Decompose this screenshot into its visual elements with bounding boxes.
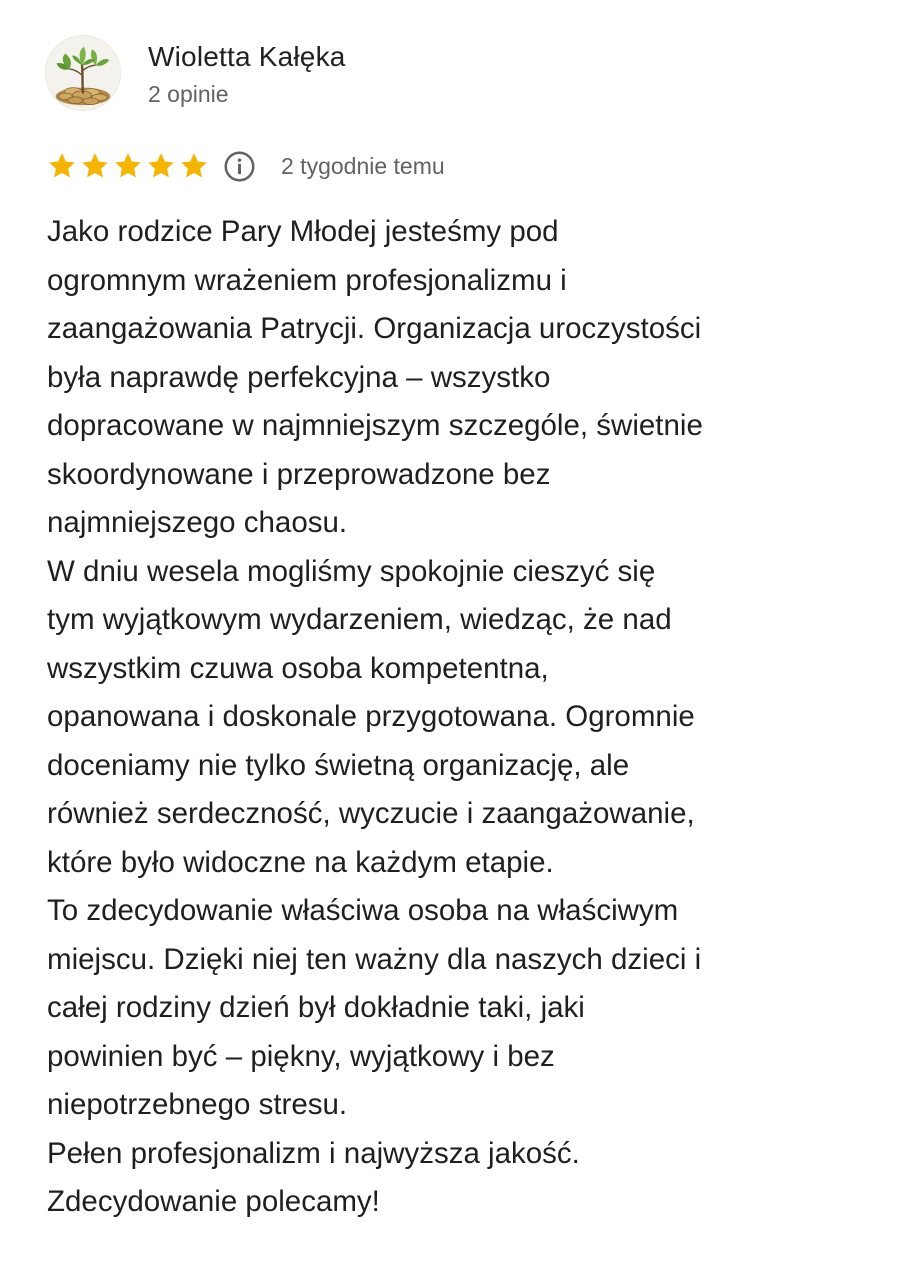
review-text-line: dopracowane w najmniejszym szczególe, świetnie [47, 409, 703, 442]
review-text-line: powinien być – piękny, wyjątkowy i bez [47, 1039, 555, 1073]
review-text-line: również serdeczność, wyczucie i zaangażowanie, [47, 797, 695, 830]
star-icon [179, 151, 209, 181]
oak-sapling-avatar-icon [46, 36, 120, 110]
review-text-line: niepotrzebnego stresu. [47, 1088, 348, 1121]
rating-row [47, 146, 445, 186]
review-text-line: doceniamy nie tylko świetną organizację, ale [47, 748, 630, 782]
star-icon [80, 151, 110, 181]
review-text-line: była naprawdę perfekcyjna – wszystko [47, 360, 551, 394]
review-text-line: To zdecydowanie właściwa osoba na właściwym [47, 894, 679, 927]
star-rating [47, 151, 209, 181]
info-icon[interactable] [223, 150, 256, 183]
review-text-line: Pełen profesjonalizm i najwyższa jakość. [47, 1136, 580, 1170]
review-text-line: które było widoczne na każdym etapie. [47, 845, 554, 879]
review-text-line: W dniu wesela mogliśmy spokojnie cieszyć się [47, 554, 656, 588]
star-icon [47, 151, 77, 181]
author-review-count: 2 opinie [148, 81, 229, 107]
review-text-line: skoordynowane i przeprowadzone bez [47, 457, 551, 491]
review-text-line: całej rodziny dzień był dokładnie taki, jaki [47, 991, 585, 1024]
review-text-line: Jako rodzice Pary Młodej jesteśmy pod [47, 215, 559, 248]
star-icon [113, 151, 143, 181]
review-text-line: tym wyjątkowym wydarzeniem, wiedząc, że nad [47, 603, 672, 636]
review-text-line: zaangażowania Patrycji. Organizacja uroczystości [47, 312, 702, 345]
review-text-line: wszystkim czuwa osoba kompetentna, [47, 651, 549, 685]
author-avatar[interactable] [45, 35, 121, 111]
review-text-line: Zdecydowanie polecamy! [47, 1185, 380, 1218]
author-name[interactable]: Wioletta Kałęka [148, 41, 346, 72]
review-text [47, 208, 907, 1227]
review-text-line: ogromnym wrażeniem profesjonalizmu i [47, 263, 567, 297]
review-text-line: miejscu. Dzięki niej ten ważny dla naszych dzieci i [47, 942, 702, 976]
star-icon [146, 151, 176, 181]
review-text-line: opanowana i doskonale przygotowana. Ogromnie [47, 700, 695, 733]
review-date: 2 tygodnie temu [281, 153, 445, 179]
review-text-line: najmniejszego chaosu. [47, 506, 348, 539]
